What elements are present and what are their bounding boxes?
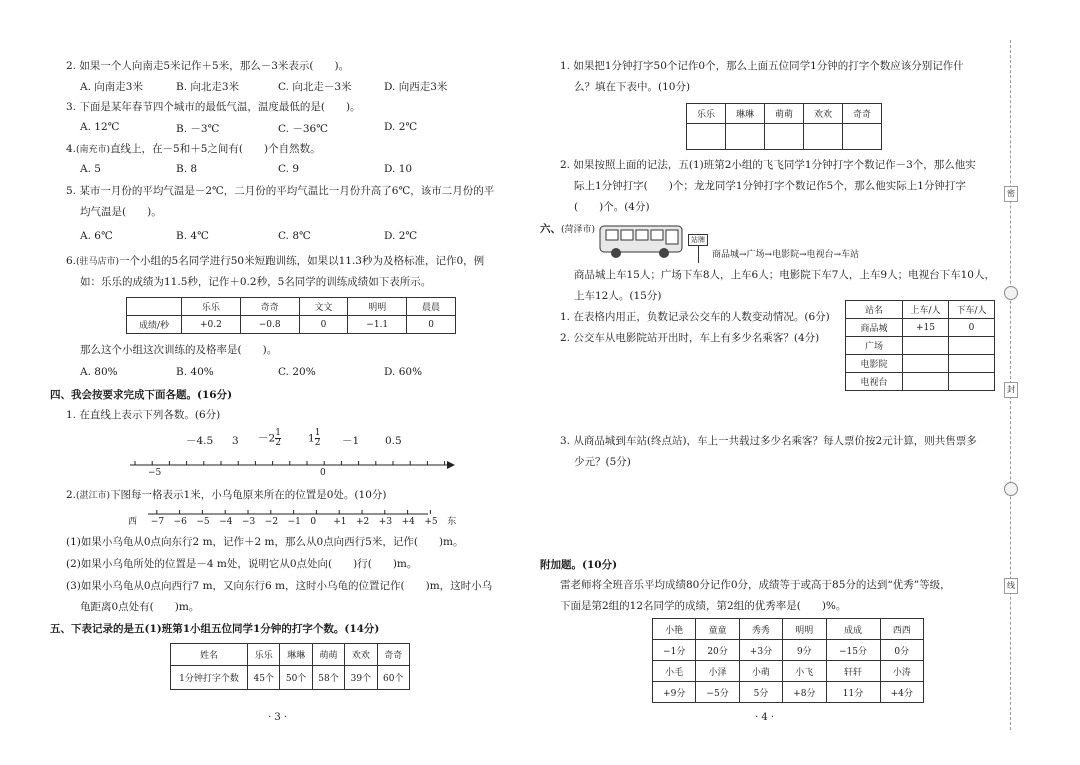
q5-option-c: C. 8℃ <box>278 230 311 242</box>
answer-cell[interactable] <box>903 373 949 391</box>
q6-option-b: B. 40% <box>176 366 214 378</box>
table-cell: 乐乐 <box>687 104 726 124</box>
right-page <box>540 0 1010 765</box>
table-cell: −15分 <box>826 640 880 661</box>
table-cell: 琳琳 <box>726 104 765 124</box>
table-cell: 萌萌 <box>765 104 804 124</box>
table-row <box>846 355 995 373</box>
bus-wheel <box>611 248 621 258</box>
table-cell: 小泽 <box>696 661 739 682</box>
number-line <box>125 455 460 477</box>
denominator: 2 <box>275 438 281 448</box>
table-cell: −5分 <box>696 682 739 703</box>
number-item: －1 <box>342 435 360 447</box>
scale-label: +3 <box>378 517 393 527</box>
table-cell: 童童 <box>696 619 739 640</box>
score-table <box>652 618 924 703</box>
answer-cell[interactable] <box>903 337 949 355</box>
mixed-number-item <box>258 429 281 448</box>
table-cell: 45个 <box>248 666 280 690</box>
bus-window <box>636 230 648 240</box>
table-cell: 欢欢 <box>345 644 377 666</box>
q4-text: 直线上，在－5和＋5之间有( )个自然数。 <box>110 143 321 155</box>
number-item: －4.5 <box>186 435 214 447</box>
table-row <box>653 640 924 661</box>
table-cell: 0 <box>299 316 348 334</box>
table-cell: 0 <box>949 319 995 337</box>
table-cell: +4分 <box>880 682 923 703</box>
q6-option-a: A. 80% <box>80 366 118 378</box>
r-q2-line1: 2. 如果按照上面的记法，五(1)班第2小组的飞飞同学1分钟打字个数记作－3个，那么他实 <box>560 159 976 171</box>
q2-option-a: A. 向南走3米 <box>80 81 143 93</box>
answer-cell[interactable] <box>765 124 804 150</box>
q-number: 2. <box>66 489 77 501</box>
answer-cell[interactable] <box>949 373 995 391</box>
q5-stem-line1: 5. 某市一月份的平均气温是－2℃，二月份的平均气温比一月份升高了6℃，该市二月份的平 <box>66 185 495 197</box>
scale-label: 0 <box>310 517 317 527</box>
table-cell: 58个 <box>312 666 344 690</box>
r-q1-line1: 1. 如果把1分钟打字50个记作0个，那么上面五位同学1分钟的打字个数应该分别记作什 <box>560 60 964 72</box>
table-cell: 琳琳 <box>280 644 312 666</box>
mixed-number-item <box>308 429 320 448</box>
bus-stop-pole <box>698 245 699 263</box>
sec6-sub3-line1: 3. 从商品城到车站(终点站)，车上一共载过多少名乘客？每人票价按2元计算，则共售票多 <box>560 435 977 447</box>
table-cell: 广场 <box>846 337 903 355</box>
table-cell: 电视台 <box>846 373 903 391</box>
table-row <box>846 337 995 355</box>
table-cell: 奇奇 <box>377 644 409 666</box>
extra-title: 附加题。(10分) <box>540 559 618 571</box>
q3-option-c: C. －36℃ <box>278 123 328 135</box>
table-row <box>653 682 924 703</box>
q4-stem <box>66 142 321 157</box>
q6-option-d: D. 60% <box>384 366 423 378</box>
whole-part: 1 <box>308 432 315 445</box>
number-line-ticks <box>135 461 445 465</box>
q2-stem: 2. 如果一个人向南走5米记作＋5米，那么－3米表示( )。 <box>66 60 350 72</box>
fraction <box>315 429 321 448</box>
number-item: 3 <box>232 435 239 447</box>
table-cell: 小萌 <box>739 661 782 682</box>
scale-label: −5 <box>196 517 210 527</box>
table-cell: +3分 <box>739 640 782 661</box>
table-cell: 乐乐 <box>182 298 241 316</box>
scale-label: −3 <box>242 517 256 527</box>
table-cell: 姓名 <box>171 644 248 666</box>
table-cell: 奇奇 <box>843 104 882 124</box>
sec6-sub3-line2: 少元？(5分) <box>574 456 631 468</box>
sec6-sub2: 2. 公交车从电影院站开出时，车上有多少名乘客？(4分) <box>560 332 820 344</box>
table-cell: 商品城 <box>846 319 903 337</box>
scale-label: +2 <box>356 517 370 527</box>
q-text: 下图每一格表示1米，小乌龟原来所在的位置是0处。(10分) <box>110 489 387 501</box>
table-row <box>653 619 924 640</box>
table-cell: −0.8 <box>240 316 299 334</box>
table-cell: 萌萌 <box>312 644 344 666</box>
table-cell: −1.1 <box>348 316 407 334</box>
sec4-q2-sub3-line1: (3)如果小乌龟从0点向西行7 m，又向东行6 m，这时小乌龟的位置记作( )m，这时小乌 <box>66 580 493 592</box>
q4-tag: (南充市) <box>76 145 111 155</box>
axis-label-zero: 0 <box>320 468 326 478</box>
table-cell: 小艳 <box>653 619 696 640</box>
scale-label: −6 <box>173 517 187 527</box>
bus-window <box>651 230 663 240</box>
q4-option-b: B. 8 <box>176 163 198 175</box>
table-cell: 20分 <box>696 640 739 661</box>
bus-window <box>621 230 633 240</box>
arrow-right-icon <box>447 461 455 469</box>
q5-option-b: B. 4℃ <box>176 230 209 242</box>
bus-illustration <box>598 222 688 260</box>
score-table-body <box>653 619 924 703</box>
table-cell: 5分 <box>739 682 782 703</box>
scale-label: −4 <box>219 517 233 527</box>
sec4-q1-stem: 1. 在直线上表示下列各数。(6分) <box>66 409 221 421</box>
sec4-q2-stem <box>66 488 386 503</box>
binding-hole-icon <box>1004 286 1018 300</box>
table-cell: +8分 <box>783 682 826 703</box>
answer-cell[interactable] <box>726 124 765 150</box>
table-cell: +0.2 <box>182 316 241 334</box>
table-cell: 0分 <box>880 640 923 661</box>
answer-cell[interactable] <box>903 355 949 373</box>
table-cell: 39个 <box>345 666 377 690</box>
table-cell: 小毛 <box>653 661 696 682</box>
table-cell: 下车/人 <box>949 301 995 319</box>
section-6-label: 六、 <box>540 223 561 235</box>
scale-label: −7 <box>150 517 165 527</box>
number-item: 0.5 <box>385 435 402 447</box>
table-cell: 奇奇 <box>240 298 299 316</box>
table-row <box>127 316 456 334</box>
scale-label: −2 <box>264 517 279 527</box>
scale-label: −1 <box>287 517 301 527</box>
extra-line2: 下面是第2组的12名同学的成绩，第2组的优秀率是( )%。 <box>560 600 847 612</box>
q4-option-a: A. 5 <box>80 163 101 175</box>
table-cell: 成绩/秒 <box>127 316 182 334</box>
denominator: 2 <box>314 438 321 448</box>
binding-char: 密 <box>1004 186 1018 202</box>
q4-number: 4. <box>66 143 77 155</box>
sec6-desc-line1: 商品城上车15人；广场下车8人，上车6人；电影院下车7人，上车9人；电视台下车10人， <box>574 269 995 281</box>
table-cell: 小飞 <box>783 661 826 682</box>
q6-stem-line2: 如：乐乐的成绩为11.5秒，记作＋0.2秒，5名同学的训练成绩如下表所示。 <box>80 276 432 288</box>
sec4-q2-sub1: (1)如果小乌龟从0点向东行2 m，记作＋2 m，那么从0点向西行5米，记作( )m。 <box>66 536 464 548</box>
table-cell: 乐乐 <box>248 644 280 666</box>
numerator: 1 <box>314 428 321 438</box>
q2-option-d: D. 向西走3米 <box>384 81 448 93</box>
bus-door <box>666 230 678 244</box>
q6-stem-line3: 那么这个小组这次训练的及格率是( )。 <box>80 344 278 356</box>
sec6-sub1: 1. 在表格内用正，负数记录公交车的人数变动情况。(6分) <box>560 311 830 323</box>
r-q2-line3: ( )个。(4分) <box>574 201 650 213</box>
scale-label: +4 <box>401 517 415 527</box>
table-cell: +15 <box>903 319 949 337</box>
whole-part: －2 <box>258 432 276 445</box>
section-6-tag: (菏泽市) <box>561 225 596 235</box>
table-cell: 轩轩 <box>826 661 880 682</box>
table-cell: 50个 <box>280 666 312 690</box>
q6-stem-line1 <box>66 254 484 269</box>
table-cell <box>127 298 182 316</box>
answer-cell[interactable] <box>804 124 843 150</box>
r-q2-line2: 际上1分钟打字( )个；龙龙同学1分钟打字个数记作5个，那么他实际上1分钟打字 <box>574 180 966 192</box>
extra-line1: 雷老师将全班音乐平均成绩80分记作0分，成绩等于或高于85分的达到“优秀”等级， <box>560 579 951 591</box>
bus-stop-sign: 站牌 <box>688 234 708 246</box>
table-row <box>846 373 995 391</box>
q2-option-c: C. 向北走－3米 <box>278 81 352 93</box>
q3-stem: 3. 下面是某年春节四个城市的最低气温，温度最低的是( )。 <box>66 101 361 113</box>
table-row <box>653 661 924 682</box>
scale-label: +1 <box>333 517 347 527</box>
table-cell: −1分 <box>653 640 696 661</box>
q5-option-d: D. 2℃ <box>384 230 418 242</box>
r-q1-table <box>686 103 882 150</box>
page-number-left: · 3 · <box>268 712 288 723</box>
answer-cell[interactable] <box>949 337 995 355</box>
bus-table <box>845 300 995 391</box>
q2-option-b: B. 向北走3米 <box>176 81 240 93</box>
table-cell: 明明 <box>348 298 407 316</box>
scale-label: +5 <box>424 517 438 527</box>
table-row <box>127 298 456 316</box>
section-6-title <box>540 222 595 237</box>
scale-label: 西 <box>128 517 138 527</box>
q5-option-a: A. 6℃ <box>80 230 113 242</box>
binding-char: 封 <box>1004 382 1018 398</box>
fraction <box>275 429 281 448</box>
answer-cell[interactable] <box>687 124 726 150</box>
table-row <box>171 666 410 690</box>
q3-option-a: A. 12℃ <box>80 121 120 133</box>
q4-option-c: C. 9 <box>278 163 300 175</box>
q6-number: 6. <box>66 255 77 267</box>
table-row <box>846 319 995 337</box>
table-cell: 站名 <box>846 301 903 319</box>
axis-label-minus5: −5 <box>148 468 162 478</box>
q-tag: (湛江市) <box>76 491 111 501</box>
q6-tag: (驻马店市) <box>76 257 120 267</box>
table-cell: 上车/人 <box>903 301 949 319</box>
typing-table <box>170 643 410 690</box>
table-cell: 0 <box>407 316 456 334</box>
q3-option-b: B. －3℃ <box>176 123 220 135</box>
r-q1-line2: 么？填在下表中。(10分) <box>574 81 691 93</box>
table-cell: 秀秀 <box>739 619 782 640</box>
table-cell: 明明 <box>783 619 826 640</box>
q6-text: 一个小组的5名同学进行50米短跑训练，如果以11.3秒为及格标准，记作0，例 <box>119 255 485 267</box>
scale-ticks <box>157 510 431 514</box>
q5-stem-line2: 均气温是( )。 <box>80 206 162 218</box>
table-cell: 晨晨 <box>407 298 456 316</box>
section-5-title: 五、下表记录的是五(1)班第1小组五位同学1分钟的打字个数。(14分) <box>50 623 380 635</box>
table-row <box>846 301 995 319</box>
sec4-q2-sub2: (2)如果小乌龟所处的位置是－4 m处，说明它从0点处向( )行( )m。 <box>66 558 418 570</box>
numerator: 1 <box>275 428 281 438</box>
table-cell: 欢欢 <box>804 104 843 124</box>
q4-option-d: D. 10 <box>384 163 413 175</box>
table-row <box>687 124 882 150</box>
table-row <box>171 644 410 666</box>
scale-label: 东 <box>447 517 457 527</box>
q6-option-c: C. 20% <box>278 366 316 378</box>
table-cell: 成成 <box>826 619 880 640</box>
bus-window <box>606 230 618 240</box>
table-cell: 60个 <box>377 666 409 690</box>
section-4-title: 四、我会按要求完成下面各题。(16分) <box>50 389 233 401</box>
table-cell: 文文 <box>299 298 348 316</box>
bus-route: 商品城→广场→电影院→电视台→车站 <box>712 250 860 260</box>
table-cell: +9分 <box>653 682 696 703</box>
page-number-right: · 4 · <box>755 712 775 723</box>
binding-hole-icon <box>1004 482 1018 496</box>
table-cell: 西西 <box>880 619 923 640</box>
sec4-q2-sub3-line2: 龟距离0点处有( )m。 <box>80 601 200 613</box>
answer-cell[interactable] <box>843 124 882 150</box>
table-cell: 小涛 <box>880 661 923 682</box>
q3-option-d: D. 2℃ <box>384 121 418 133</box>
sec6-desc-line2: 上车12人。(15分) <box>574 290 662 302</box>
table-row <box>687 104 882 124</box>
q6-table <box>126 297 456 334</box>
binding-char: 线 <box>1004 578 1018 594</box>
table-cell: 11分 <box>826 682 880 703</box>
table-cell: 1分钟打字个数 <box>171 666 248 690</box>
answer-cell[interactable] <box>949 355 995 373</box>
table-cell: 9分 <box>783 640 826 661</box>
bus-wheel <box>659 248 669 258</box>
table-cell: 电影院 <box>846 355 903 373</box>
